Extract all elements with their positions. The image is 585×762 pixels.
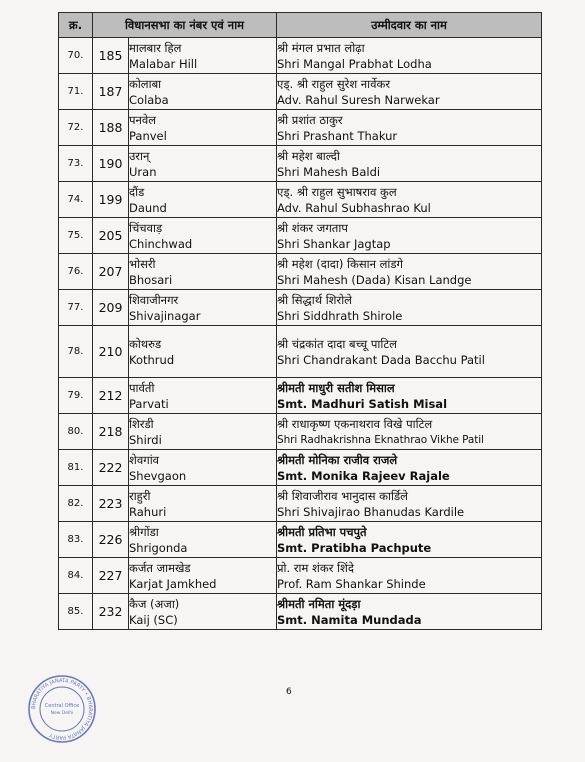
constituency-name-english: Karjat Jamkhed bbox=[129, 576, 217, 591]
candidate-name-hindi: श्री शंकर जगताप bbox=[277, 220, 348, 235]
header-constituency: विधानसभा का नंबर एवं नाम bbox=[93, 13, 277, 38]
serial-number-cell: 77. bbox=[59, 290, 93, 326]
candidate-name-english: Shri Chandrakant Dada Bacchu Patil bbox=[277, 352, 485, 367]
serial-number-cell: 83. bbox=[59, 522, 93, 558]
serial-number-cell: 70. bbox=[59, 38, 93, 74]
candidate-name-cell bbox=[277, 290, 542, 326]
serial-number-cell: 80. bbox=[59, 414, 93, 450]
svg-text:New Delhi: New Delhi bbox=[50, 711, 74, 716]
candidate-name-english: Shri Shivajirao Bhanudas Kardile bbox=[277, 504, 465, 519]
constituency-name-english: Bhosari bbox=[129, 272, 173, 287]
constituency-name-cell bbox=[129, 378, 277, 414]
candidate-name-english: Smt. Pratibha Pachpute bbox=[277, 540, 432, 555]
candidate-name-cell bbox=[277, 74, 542, 110]
constituency-name-english: Uran bbox=[129, 164, 157, 179]
table-row bbox=[59, 74, 542, 110]
constituency-name-hindi: शिरडी bbox=[129, 416, 154, 431]
constituency-number-cell: 212 bbox=[93, 378, 129, 414]
header-serial: क्र. bbox=[59, 13, 93, 38]
header-candidate: उम्मीदवार का नाम bbox=[277, 13, 542, 38]
constituency-name-hindi: दौंड bbox=[129, 184, 145, 199]
constituency-number-cell: 185 bbox=[93, 38, 129, 74]
constituency-name-hindi: पार्वती bbox=[129, 380, 155, 395]
constituency-number-cell: 223 bbox=[93, 486, 129, 522]
constituency-name-english: Colaba bbox=[129, 92, 169, 107]
constituency-number-cell: 207 bbox=[93, 254, 129, 290]
constituency-name-cell bbox=[129, 38, 277, 74]
constituency-number-cell: 227 bbox=[93, 558, 129, 594]
serial-number-cell: 73. bbox=[59, 146, 93, 182]
candidate-name-cell bbox=[277, 378, 542, 414]
constituency-name-hindi: कैज (अजा) bbox=[129, 596, 180, 611]
svg-text:Central Office: Central Office bbox=[44, 703, 80, 709]
constituency-name-cell bbox=[129, 414, 277, 450]
table-row bbox=[59, 522, 542, 558]
candidate-name-cell bbox=[277, 110, 542, 146]
constituency-name-cell bbox=[129, 326, 277, 378]
serial-number-cell: 72. bbox=[59, 110, 93, 146]
constituency-name-english: Rahuri bbox=[129, 504, 167, 519]
candidate-name-english: Shri Mahesh Baldi bbox=[277, 164, 381, 179]
constituency-name-english: Shevgaon bbox=[129, 468, 187, 483]
table-row bbox=[59, 450, 542, 486]
candidate-name-cell bbox=[277, 254, 542, 290]
candidate-name-english: Smt. Namita Mundada bbox=[277, 612, 422, 627]
candidate-name-hindi: श्रीमती नमिता मूंदड़ा bbox=[277, 596, 361, 611]
constituency-name-english: Panvel bbox=[129, 128, 167, 143]
table-row bbox=[59, 558, 542, 594]
constituency-number-cell: 199 bbox=[93, 182, 129, 218]
constituency-name-hindi: कोलाबा bbox=[129, 76, 162, 91]
constituency-name-hindi: पनवेल bbox=[129, 112, 157, 127]
page-number: 6 bbox=[286, 687, 292, 697]
candidate-name-cell bbox=[277, 558, 542, 594]
table-row bbox=[59, 486, 542, 522]
candidate-name-english: Shri Siddhrath Shirole bbox=[277, 308, 403, 323]
constituency-name-hindi: कर्जत जामखेड bbox=[129, 560, 191, 575]
constituency-name-english: Shivajinagar bbox=[129, 308, 201, 323]
serial-number-cell: 82. bbox=[59, 486, 93, 522]
table-row bbox=[59, 38, 542, 74]
constituency-number-cell: 218 bbox=[93, 414, 129, 450]
table-row bbox=[59, 146, 542, 182]
constituency-number-cell: 188 bbox=[93, 110, 129, 146]
constituency-name-english: Malabar Hill bbox=[129, 56, 198, 71]
candidate-name-cell bbox=[277, 594, 542, 630]
candidate-name-hindi: प्रो. राम शंकर शिंदे bbox=[277, 560, 354, 575]
constituency-number-cell: 232 bbox=[93, 594, 129, 630]
serial-number-cell: 75. bbox=[59, 218, 93, 254]
serial-number-cell: 71. bbox=[59, 74, 93, 110]
candidate-name-hindi: एड्. श्री राहुल सुरेश नार्वेकर bbox=[277, 76, 391, 91]
candidate-name-english: Adv. Rahul Suresh Narwekar bbox=[277, 92, 440, 107]
table-row bbox=[59, 254, 542, 290]
candidate-name-english: Shri Shankar Jagtap bbox=[277, 236, 391, 251]
constituency-name-english: Shirdi bbox=[129, 432, 162, 447]
constituency-name-english: Daund bbox=[129, 200, 167, 215]
table-row bbox=[59, 110, 542, 146]
constituency-name-hindi: शेवगांव bbox=[129, 452, 160, 467]
constituency-name-cell bbox=[129, 146, 277, 182]
constituency-name-english: Parvati bbox=[129, 396, 169, 411]
serial-number-cell: 85. bbox=[59, 594, 93, 630]
candidate-name-hindi: श्री महेश बाल्दी bbox=[277, 148, 340, 163]
candidate-name-hindi: श्रीमती मोनिका राजीव राजले bbox=[277, 452, 398, 467]
constituency-name-hindi: मालबार हिल bbox=[129, 40, 182, 55]
table-row bbox=[59, 594, 542, 630]
constituency-number-cell: 210 bbox=[93, 326, 129, 378]
constituency-name-hindi: राहुरी bbox=[129, 488, 151, 503]
candidate-name-hindi: श्रीमती प्रतिभा पचपुते bbox=[277, 524, 367, 539]
candidate-name-hindi: श्री मंगल प्रभात लोढ़ा bbox=[277, 40, 365, 55]
table-row bbox=[59, 414, 542, 450]
constituency-name-cell bbox=[129, 74, 277, 110]
candidate-name-english: Smt. Monika Rajeev Rajale bbox=[277, 468, 450, 483]
candidate-name-english: Adv. Rahul Subhashrao Kul bbox=[277, 200, 431, 215]
table-row bbox=[59, 326, 542, 378]
candidate-name-hindi: श्रीमती माधुरी सतीश मिसाल bbox=[277, 380, 395, 395]
constituency-number-cell: 209 bbox=[93, 290, 129, 326]
constituency-number-cell: 222 bbox=[93, 450, 129, 486]
constituency-name-cell bbox=[129, 450, 277, 486]
constituency-name-english: Shrigonda bbox=[129, 540, 188, 555]
candidate-name-cell bbox=[277, 522, 542, 558]
constituency-name-hindi: चिंचवाड़ bbox=[129, 220, 163, 235]
serial-number-cell: 81. bbox=[59, 450, 93, 486]
candidate-name-english: Prof. Ram Shankar Shinde bbox=[277, 576, 426, 591]
candidate-name-cell bbox=[277, 486, 542, 522]
constituency-name-hindi: भोसरी bbox=[129, 256, 156, 271]
party-seal-stamp bbox=[27, 674, 97, 744]
serial-number-cell: 84. bbox=[59, 558, 93, 594]
candidate-name-hindi: श्री सिद्धार्थ शिरोले bbox=[277, 292, 352, 307]
candidate-name-hindi: श्री महेश (दादा) किसान लांडगे bbox=[277, 256, 404, 271]
svg-text:BHARATIYA JANATA PARTY • BHARA: BHARATIYA JANATA PARTY • BHARATIYA JANATA PARTY bbox=[30, 677, 94, 741]
constituency-name-english: Chinchwad bbox=[129, 236, 193, 251]
constituency-name-cell bbox=[129, 254, 277, 290]
candidate-name-cell bbox=[277, 146, 542, 182]
constituency-name-cell bbox=[129, 218, 277, 254]
candidate-name-cell bbox=[277, 326, 542, 378]
table-row bbox=[59, 378, 542, 414]
candidate-name-hindi: एड्. श्री राहुल सुभाषराव कुल bbox=[277, 184, 397, 199]
constituency-name-cell bbox=[129, 522, 277, 558]
constituency-name-hindi: उरान् bbox=[129, 148, 150, 163]
table-row bbox=[59, 218, 542, 254]
candidate-name-cell bbox=[277, 218, 542, 254]
constituency-number-cell: 226 bbox=[93, 522, 129, 558]
candidate-name-cell bbox=[277, 414, 542, 450]
constituency-name-hindi: श्रीगोंडा bbox=[129, 524, 159, 539]
constituency-name-cell bbox=[129, 110, 277, 146]
candidate-name-english: Shri Mangal Prabhat Lodha bbox=[277, 56, 432, 71]
constituency-name-cell bbox=[129, 594, 277, 630]
constituency-number-cell: 187 bbox=[93, 74, 129, 110]
candidate-name-english: Smt. Madhuri Satish Misal bbox=[277, 396, 448, 411]
constituency-name-cell bbox=[129, 558, 277, 594]
serial-number-cell: 79. bbox=[59, 378, 93, 414]
constituency-name-cell bbox=[129, 182, 277, 218]
candidate-name-english: Shri Mahesh (Dada) Kisan Landge bbox=[277, 272, 472, 287]
candidate-name-hindi: श्री राधाकृष्ण एकनाथराव विखे पाटिल bbox=[277, 416, 433, 431]
candidate-name-english: Shri Radhakrishna Eknathrao Vikhe Patil bbox=[277, 433, 484, 446]
constituency-name-english: Kothrud bbox=[129, 352, 175, 367]
constituency-number-cell: 190 bbox=[93, 146, 129, 182]
candidate-table bbox=[58, 12, 542, 630]
candidate-name-cell bbox=[277, 38, 542, 74]
serial-number-cell: 74. bbox=[59, 182, 93, 218]
candidate-name-hindi: श्री प्रशांत ठाकुर bbox=[277, 112, 343, 127]
table-header-row bbox=[59, 13, 542, 38]
constituency-name-cell bbox=[129, 290, 277, 326]
candidate-name-cell bbox=[277, 450, 542, 486]
constituency-name-english: Kaij (SC) bbox=[129, 612, 178, 627]
candidate-name-hindi: श्री शिवाजीराव भानुदास कार्डिले bbox=[277, 488, 408, 503]
serial-number-cell: 76. bbox=[59, 254, 93, 290]
table-row bbox=[59, 182, 542, 218]
constituency-number-cell: 205 bbox=[93, 218, 129, 254]
candidate-name-cell bbox=[277, 182, 542, 218]
constituency-name-hindi: शिवाजीनगर bbox=[129, 292, 179, 307]
candidate-name-hindi: श्री चंद्रकांत दादा बच्चू पाटिल bbox=[277, 336, 397, 351]
candidate-name-english: Shri Prashant Thakur bbox=[277, 128, 398, 143]
serial-number-cell: 78. bbox=[59, 326, 93, 378]
constituency-name-hindi: कोथरुड bbox=[129, 336, 162, 351]
table-row bbox=[59, 290, 542, 326]
constituency-name-cell bbox=[129, 486, 277, 522]
